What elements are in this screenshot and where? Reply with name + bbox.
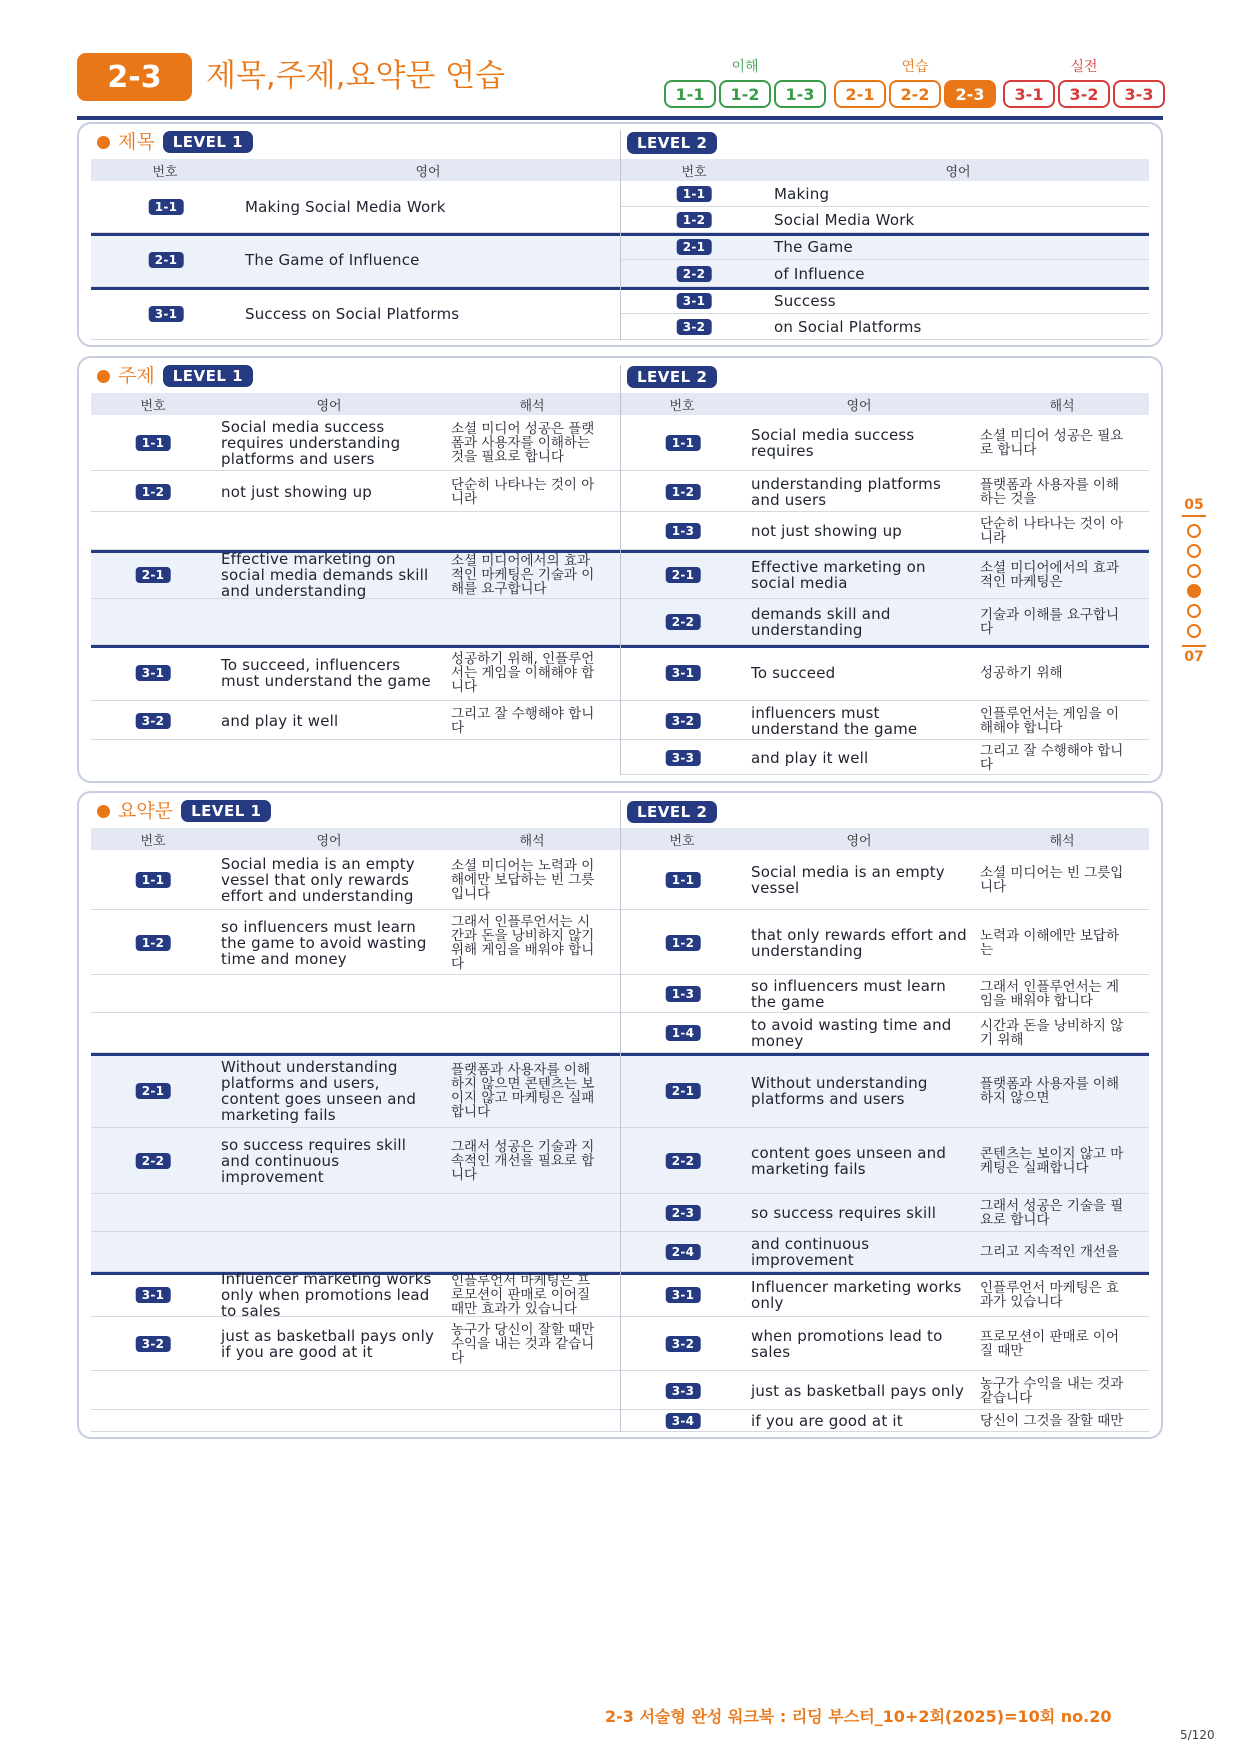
table-header-summary-left <box>91 828 620 850</box>
english-text: so influencers must learn the game to avoid wasting time and money <box>221 917 427 968</box>
table-row <box>91 975 620 1013</box>
korean-translation: 콘텐츠는 보이지 않고 마 케팅은 실패합니다 <box>980 1146 1124 1176</box>
header-num: 번호 <box>681 164 707 180</box>
header-num: 번호 <box>669 398 695 414</box>
korean-translation: 성공하기 위해 <box>980 665 1063 681</box>
level-nav-caption: 연습 <box>901 59 929 75</box>
table-row <box>91 1371 620 1410</box>
table-row <box>91 1194 620 1232</box>
side-tab-rule <box>1182 515 1206 517</box>
english-text: Making Social Media Work <box>245 198 446 216</box>
english-text: Social media is an empty vessel that only rewards effort and understanding <box>221 855 415 905</box>
footer-title: 2-3 서술형 완성 워크북 : 리딩 부스터_10+2회(2025)=10회 no.20 <box>605 1707 1112 1726</box>
row-number-badge: 2-4 <box>666 1244 701 1260</box>
english-text: Without understanding platforms and users, content goes unseen and marketing fails <box>221 1057 417 1124</box>
row-number-badge: 2-1 <box>666 567 701 583</box>
header-en: 영어 <box>415 164 441 180</box>
table-header-title-right <box>621 159 1149 181</box>
english-text: influencers must understand the game <box>751 703 918 738</box>
row-number-badge: 1-2 <box>136 935 171 951</box>
bullet-dot <box>97 805 110 818</box>
header-num: 번호 <box>152 164 178 180</box>
row-number-badge: 1-2 <box>677 212 712 228</box>
korean-translation: 소셜 미디어 성공은 플랫 폼과 사용자를 이해하는 것을 필요로 합니다 <box>451 421 595 465</box>
row-number-badge: 1-1 <box>136 435 171 451</box>
level-nav-caption: 실전 <box>1070 59 1098 75</box>
level1-pill: LEVEL 1 <box>163 365 253 387</box>
english-text: when promotions lead to sales <box>751 1327 943 1361</box>
row-number-badge: 3-2 <box>666 713 701 729</box>
english-text: if you are good at it <box>751 1412 903 1430</box>
row-number-badge: 3-1 <box>136 665 171 681</box>
korean-translation: 그래서 성공은 기술을 필 요로 합니다 <box>980 1198 1124 1228</box>
level-nav-item-1-1[interactable]: 1-1 <box>664 80 716 108</box>
english-text: The Game of Influence <box>245 251 420 269</box>
chapter-dot[interactable] <box>1187 544 1201 558</box>
row-number-badge: 3-1 <box>149 306 184 322</box>
section-name: 주제 <box>118 365 155 387</box>
english-text: understanding platforms and users <box>751 474 941 509</box>
korean-translation: 소셜 미디어 성공은 필요 로 합니다 <box>980 428 1124 458</box>
row-number-badge: 1-2 <box>666 484 701 500</box>
row-number-badge: 1-3 <box>666 523 701 539</box>
chapter-dot-active[interactable] <box>1187 584 1201 598</box>
korean-translation: 소셜 미디어는 빈 그릇입 니다 <box>980 865 1124 895</box>
english-text: Effective marketing on social media demands skill and understanding <box>221 549 429 600</box>
table-row <box>91 512 620 550</box>
header-en: 영어 <box>316 398 342 414</box>
row-number-badge: 3-1 <box>666 665 701 681</box>
korean-translation: 단순히 나타나는 것이 아 니라 <box>980 516 1124 546</box>
korean-translation: 그래서 인플루언서는 게 임을 배워야 합니다 <box>980 979 1119 1009</box>
row-number-badge: 3-2 <box>136 1336 171 1352</box>
table-header-summary-right <box>621 828 1149 850</box>
english-text: Social media success requires understanding platforms and users <box>221 418 401 468</box>
english-text: not just showing up <box>751 522 903 540</box>
korean-translation: 소셜 미디어에서의 효과 적인 마케팅은 <box>980 559 1119 590</box>
english-text: and continuous improvement <box>751 1235 870 1269</box>
english-text: Social media is an empty vessel <box>751 863 945 897</box>
level2-pill: LEVEL 2 <box>627 132 717 154</box>
english-text: Social Media Work <box>774 211 915 229</box>
header-num: 번호 <box>140 398 166 414</box>
row-number-badge: 2-1 <box>677 239 712 255</box>
korean-translation: 기술과 이해를 요구합니 다 <box>980 607 1119 637</box>
level-nav-item-2-2[interactable]: 2-2 <box>889 80 941 108</box>
english-text: Success <box>774 291 836 310</box>
english-text: Influencer marketing works only when promotions lead to sales <box>221 1269 432 1320</box>
row-number-badge: 1-3 <box>666 986 701 1002</box>
header-ko: 해석 <box>519 398 545 414</box>
english-text: The Game <box>774 237 853 256</box>
section-name: 제목 <box>118 131 155 153</box>
lesson-badge: 2-3 <box>77 53 192 101</box>
level-nav-item-1-3[interactable]: 1-3 <box>774 80 826 108</box>
english-text: on Social Platforms <box>774 318 922 336</box>
korean-translation: 그래서 인플루언서는 시 간과 돈을 낭비하지 않기 위해 게임을 배워야 합니 다 <box>451 913 595 972</box>
row-number-badge: 2-2 <box>666 614 701 630</box>
table-header-topic-left <box>91 393 620 415</box>
row-number-badge: 3-3 <box>666 1383 701 1399</box>
english-text: of Influence <box>774 264 865 283</box>
level-nav-real <box>1003 58 1165 108</box>
row-number-badge: 2-1 <box>136 1083 171 1099</box>
korean-translation: 플랫폼과 사용자를 이해 하는 것을 <box>980 476 1119 507</box>
korean-translation: 그래서 성공은 기술과 지 속적인 개선을 필요로 합 니다 <box>451 1139 595 1183</box>
korean-translation: 플랫폼과 사용자를 이해 하지 않으면 콘텐츠는 보 이지 않고 마케팅은 실패 합니다 <box>451 1061 595 1120</box>
level-nav-practice <box>834 58 996 108</box>
english-text: Social media success requires <box>751 426 915 460</box>
row-number-badge: 3-1 <box>136 1287 171 1303</box>
row-number-badge: 2-2 <box>666 1153 701 1169</box>
english-text: and play it well <box>751 748 869 767</box>
table-row <box>91 1232 620 1272</box>
row-number-badge: 1-1 <box>136 872 171 888</box>
korean-translation: 그리고 잘 수행해야 합니 다 <box>451 705 595 736</box>
chapter-end: 07 <box>1184 649 1204 665</box>
korean-translation: 프로모션이 판매로 이어 질 때만 <box>980 1329 1119 1359</box>
english-text: Making <box>774 185 830 203</box>
row-number-badge: 1-1 <box>666 435 701 451</box>
row-number-badge: 3-2 <box>677 319 712 335</box>
bullet-dot <box>97 136 110 149</box>
korean-translation: 플랫폼과 사용자를 이해 하지 않으면 <box>980 1075 1119 1106</box>
row-number-badge: 1-4 <box>666 1025 701 1041</box>
chapter-dot[interactable] <box>1187 564 1201 578</box>
english-text: so influencers must learn the game <box>751 977 946 1011</box>
bullet-dot <box>97 370 110 383</box>
korean-translation: 단순히 나타나는 것이 아 니라 <box>451 476 595 507</box>
korean-translation: 소셜 미디어는 노력과 이 해에만 보답하는 빈 그릇 입니다 <box>451 858 595 902</box>
level1-pill: LEVEL 1 <box>163 131 253 153</box>
level1-pill: LEVEL 1 <box>181 800 271 822</box>
page-title: 제목,주제,요약문 연습 <box>206 58 506 94</box>
english-text: Influencer marketing works only <box>751 1277 962 1312</box>
english-text: so success requires skill <box>751 1204 937 1222</box>
table-header-topic-right <box>621 393 1149 415</box>
level2-pill: LEVEL 2 <box>627 801 717 823</box>
english-text: and play it well <box>221 711 339 730</box>
level-nav-item-1-2[interactable]: 1-2 <box>719 80 771 108</box>
row-number-badge: 3-1 <box>666 1287 701 1303</box>
english-text: Without understanding platforms and users <box>751 1073 928 1108</box>
chapter-dot[interactable] <box>1187 604 1201 618</box>
english-text: demands skill and understanding <box>751 605 891 639</box>
header-en: 영어 <box>945 164 971 180</box>
korean-translation: 그리고 지속적인 개선을 <box>980 1244 1119 1260</box>
korean-translation: 농구가 당신이 잘할 때만 수익을 내는 것과 같습니 다 <box>451 1322 595 1366</box>
page-number: 5/120 <box>1180 1728 1215 1742</box>
korean-translation: 시간과 돈을 낭비하지 않 기 위해 <box>980 1018 1124 1048</box>
english-text: content goes unseen and marketing fails <box>751 1144 947 1178</box>
row-number-badge: 2-3 <box>666 1205 701 1221</box>
table-row <box>91 1410 620 1432</box>
chapter-dot[interactable] <box>1187 624 1201 638</box>
korean-translation: 그리고 잘 수행해야 합니 다 <box>980 742 1124 773</box>
row-number-badge: 3-2 <box>136 713 171 729</box>
english-text: Effective marketing on social media <box>751 557 926 592</box>
chapter-dot[interactable] <box>1187 524 1201 538</box>
korean-translation: 인플루언서 마케팅은 프 로모션이 판매로 이어질 때만 효과가 있습니다 <box>451 1272 590 1317</box>
english-text: to avoid wasting time and money <box>751 1016 952 1050</box>
row-number-badge: 1-2 <box>666 935 701 951</box>
row-number-badge: 3-2 <box>666 1336 701 1352</box>
chapter-start: 05 <box>1184 497 1204 513</box>
section-summary-label <box>97 800 271 822</box>
table-row <box>91 599 620 645</box>
row-number-badge: 1-2 <box>136 484 171 500</box>
row-number-badge: 2-1 <box>136 567 171 583</box>
header-en: 영어 <box>846 398 872 414</box>
chapter-side-tab <box>1179 497 1209 665</box>
english-text: so success requires skill and continuous improvement <box>221 1136 407 1186</box>
row-number-badge: 2-1 <box>149 252 184 268</box>
section-topic-label <box>97 365 253 387</box>
row-number-badge: 1-1 <box>677 186 712 202</box>
row-number-badge: 2-2 <box>677 266 712 282</box>
level-nav-item-2-3[interactable]: 2-3 <box>944 80 996 108</box>
english-text: not just showing up <box>221 482 373 501</box>
row-number-badge: 2-2 <box>136 1153 171 1169</box>
english-text: just as basketball pays only <box>751 1381 965 1400</box>
english-text: To succeed, influencers must understand the game <box>221 656 431 690</box>
level-nav-item-2-1[interactable]: 2-1 <box>834 80 886 108</box>
header-en: 영어 <box>846 833 872 849</box>
row-number-badge: 2-1 <box>666 1083 701 1099</box>
english-text: Success on Social Platforms <box>245 304 460 323</box>
level2-pill: LEVEL 2 <box>627 366 717 388</box>
section-title-label <box>97 131 253 153</box>
header-rule <box>77 116 1163 120</box>
korean-translation: 성공하기 위해, 인플루언 서는 게임을 이해해야 합 니다 <box>451 651 595 695</box>
level-nav-item-3-3[interactable]: 3-3 <box>1113 80 1165 108</box>
section-name: 요약문 <box>118 800 174 822</box>
level-nav-caption: 이해 <box>731 59 759 75</box>
korean-translation: 소셜 미디어에서의 효과 적인 마케팅은 기술과 이 해를 요구합니다 <box>451 552 595 597</box>
header-ko: 해석 <box>519 833 545 849</box>
header-ko: 해석 <box>1049 833 1075 849</box>
level-nav-item-3-2[interactable]: 3-2 <box>1058 80 1110 108</box>
table-header-title-left <box>91 159 620 181</box>
header-ko: 해석 <box>1049 398 1075 414</box>
korean-translation: 당신이 그것을 잘할 때만 <box>980 1413 1124 1429</box>
korean-translation: 농구가 수익을 내는 것과 같습니다 <box>980 1375 1124 1406</box>
korean-translation: 인플루언서 마케팅은 효 과가 있습니다 <box>980 1279 1119 1310</box>
side-tab-rule <box>1182 645 1206 647</box>
english-text: To succeed <box>751 664 836 682</box>
english-text: that only rewards effort and understanding <box>751 925 967 960</box>
korean-translation: 인플루언서는 게임을 이 해해야 합니다 <box>980 705 1119 736</box>
level-nav-understand <box>664 58 826 108</box>
row-number-badge: 3-4 <box>666 1413 701 1429</box>
table-row <box>91 1013 620 1053</box>
header-en: 영어 <box>316 833 342 849</box>
header-num: 번호 <box>140 833 166 849</box>
english-text: just as basketball pays only if you are good at it <box>221 1327 435 1361</box>
header-num: 번호 <box>669 833 695 849</box>
row-number-badge: 3-3 <box>666 750 701 766</box>
row-number-badge: 3-1 <box>677 293 712 309</box>
row-number-badge: 1-1 <box>666 872 701 888</box>
korean-translation: 노력과 이해에만 보답하 는 <box>980 927 1119 958</box>
level-nav-item-3-1[interactable]: 3-1 <box>1003 80 1055 108</box>
row-number-badge: 1-1 <box>149 199 184 215</box>
